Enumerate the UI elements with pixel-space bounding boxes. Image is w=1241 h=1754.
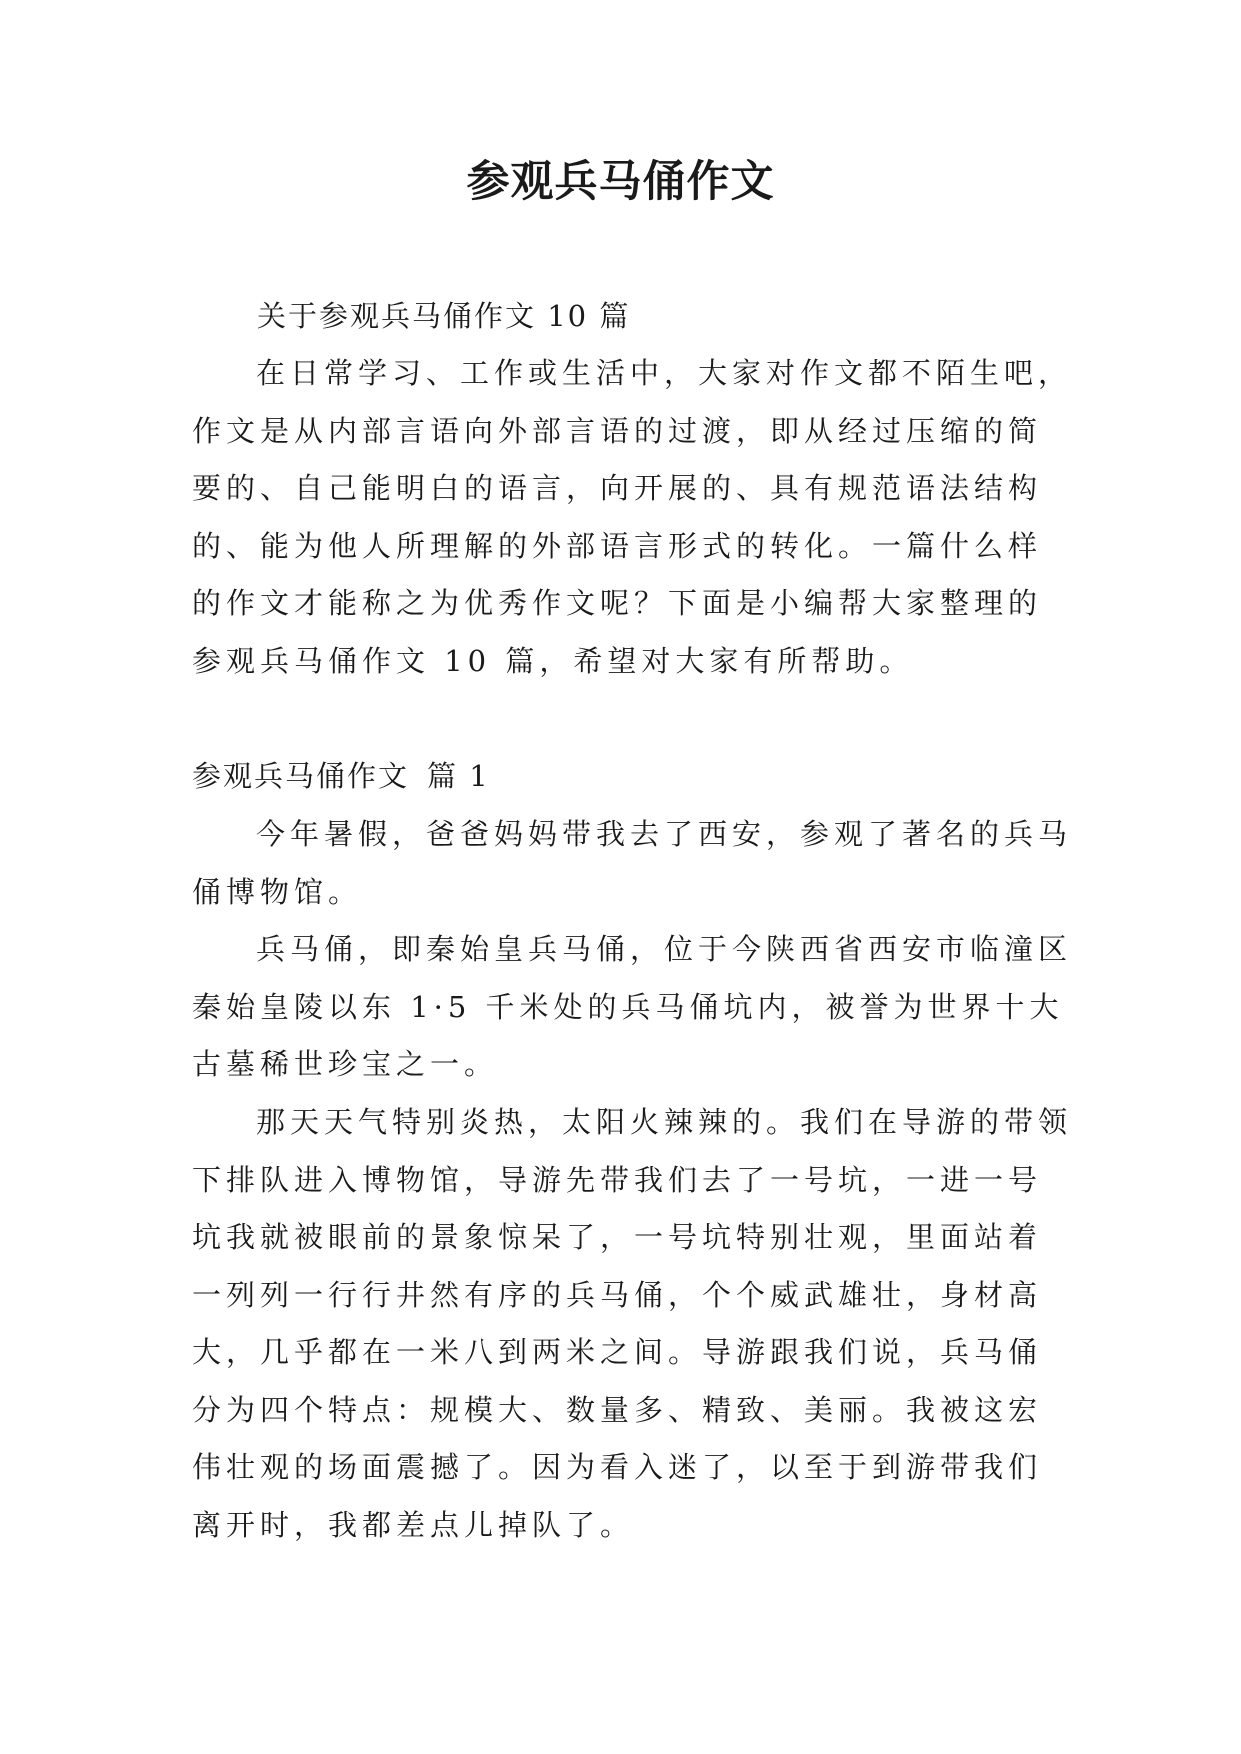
- section-paragraph-block-3: [192, 1094, 1072, 1554]
- document-title: 参观兵马俑作文: [466, 157, 775, 207]
- section-paragraph-block-1: [192, 806, 1072, 921]
- section-paragraph-block-2: [192, 921, 1072, 1094]
- section-paragraph: 兵马俑，即秦始皇兵马俑，位于今陕西省西安市临潼区秦始皇陵以东 1·5 千米处的兵马俑坑内，被誉为世界十大古墓稀世珍宝之一。: [192, 932, 1073, 1081]
- intro-paragraph-block: [192, 345, 1072, 690]
- intro-paragraph: 在日常学习、工作或生活中，大家对作文都不陌生吧，作文是从内部言语向外部言语的过渡，即从经过压缩的简要的、自己能明白的语言，向开展的、具有规范语法结构的、能为他人所理解的外部语言形式的转化。一篇什么样的作文才能称之为优秀作文呢？下面是小编帮大家整理的参观兵马俑作文 10 篇，希望对大家有所帮助。: [192, 356, 1073, 678]
- section-heading-number: 篇 1: [427, 759, 490, 793]
- section-paragraph: 今年暑假，爸爸妈妈带我去了西安，参观了著名的兵马俑博物馆。: [192, 817, 1073, 909]
- intro-title: 关于参观兵马俑作文 10 篇: [257, 299, 631, 333]
- section-heading: [192, 748, 490, 806]
- section-heading-title: 参观兵马俑作文: [192, 759, 410, 793]
- section-paragraph: 那天天气特别炎热，太阳火辣辣的。我们在导游的带领下排队进入博物馆，导游先带我们去了一号坑，一进一号坑我就被眼前的景象惊呆了，一号坑特别壮观，里面站着一列列一行行井然有序的兵马俑，个个威武雄壮，身材高大，几乎都在一米八到两米之间。导游跟我们说，兵马俑分为四个特点：规模大、数量多、精致、美丽。我被这宏伟壮观的场面震撼了。因为看入迷了，以至于到游带我们离开时，我都差点儿掉队了。: [192, 1105, 1073, 1542]
